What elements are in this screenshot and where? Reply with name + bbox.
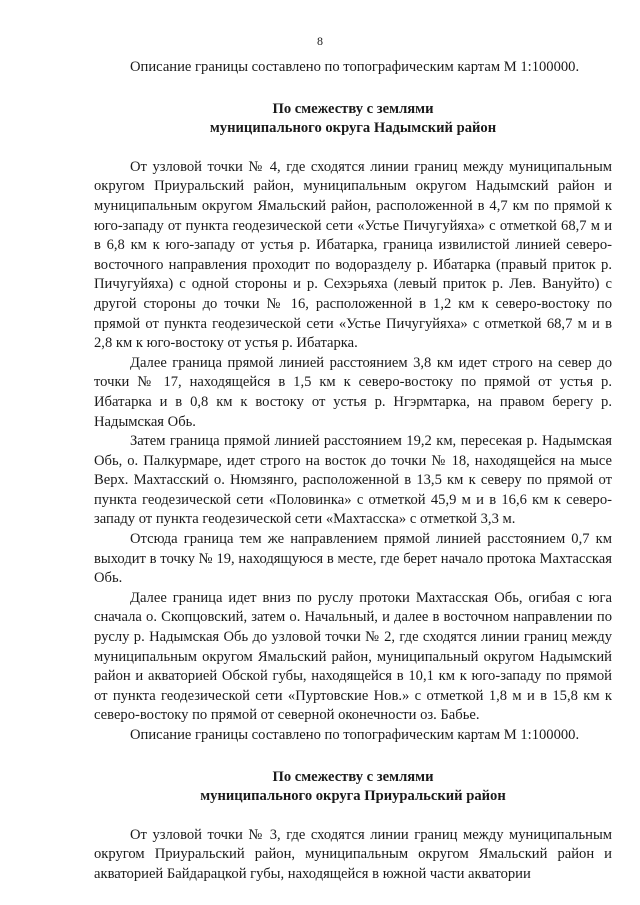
section-heading-line1: По смежеству с землями [272, 100, 434, 117]
section-heading-priuralsky [94, 768, 612, 807]
paragraph: Далее граница прямой линией расстоянием 3,8 км идет строго на север до точки № 17, находящейся в 1,5 км к северо-востоку по прямой от устья р. Ибатарка и в 0,8 км к востоку от устья р. Нгэрмтарка, на правом берегу р. Надымская Обь. [94, 354, 612, 430]
section-heading-line2: муниципального округа Надымский район [209, 120, 497, 137]
opening-note: Описание границы составлено по топографическим картам М 1:100000. [130, 59, 580, 75]
document-body [94, 58, 612, 885]
section-heading-line1: По смежеству с землями [272, 768, 434, 785]
page-number: 8 [317, 34, 323, 48]
section-heading-nadym [94, 100, 612, 139]
paragraph: От узловой точки № 3, где сходятся линии границ между муниципальным округом Приуральский район, муниципальным округом Ямальский район и акваторией Байдарацкой губы, находящейся в южной части акватории [94, 826, 612, 882]
paragraph: От узловой точки № 4, где сходятся линии границ между муниципальным округом Приуральский район, муниципальным округом Надымский район и муниципальным округом Ямальский район, расположенной в 4,7 км по прямой к юго-западу от пункта геодезической сети «Устье Пичугуйяха» с отметкой 68,7 м и в 6,8 км к юго-западу от устья р. Ибатарка, граница извилистой линией северо-восточного направления проходит по водоразделу р. Ибатарка (правый приток р. Пичугуйяха) с одной стороны и р. Сехэрьяха (левый приток р. Лев. Вануйто) с другой стороны до точки № 16, расположенной в 1,2 км к северо-востоку по прямой от пункта геодезической сети «Устье Пичугуйяха» с отметкой 68,7 м и в 2,8 км к юго-востоку от устья р. Ибатарка. [94, 158, 612, 352]
paragraph: Отсюда граница тем же направлением прямой линией расстоянием 0,7 км выходит в точку № 19, находящуюся в месте, где берет начало протока Махтасская Обь. [94, 531, 612, 587]
section-heading-line2: муниципального округа Приуральский район [200, 788, 506, 805]
paragraph: Описание границы составлено по топографическим картам М 1:100000. [130, 727, 580, 743]
paragraph: Далее граница идет вниз по руслу протоки Махтасская Обь, огибая с юга сначала о. Скопцовский, затем о. Начальный, и далее в восточном направлении по руслу р. Надымская Обь до узловой точки № 2, где сходятся линии границ между муниципальным округом Ямальский район, муниципальный округом Надымский район и акваторией Обской губы, находящейся в 10,1 км к юго-западу по прямой от пункта геодезической сети «Пуртовские Нов.» с отметкой 1,8 м и в 15,8 км к северо-востоку по прямой от северной оконечности оз. Бабье. [94, 589, 612, 724]
paragraph: Затем граница прямой линией расстоянием 19,2 км, пересекая р. Надымская Обь, о. Палкурмаре, идет строго на восток до точки № 18, находящейся на мысе Верх. Махтасский о. Нюмзянго, расположенной в 13,5 км к северу по прямой от пункта геодезической сети «Половинка» с отметкой 45,9 м и в 16,6 км к северо-западу от пункта геодезической сети «Махтасска» с отметкой 3,3 м. [94, 433, 612, 528]
